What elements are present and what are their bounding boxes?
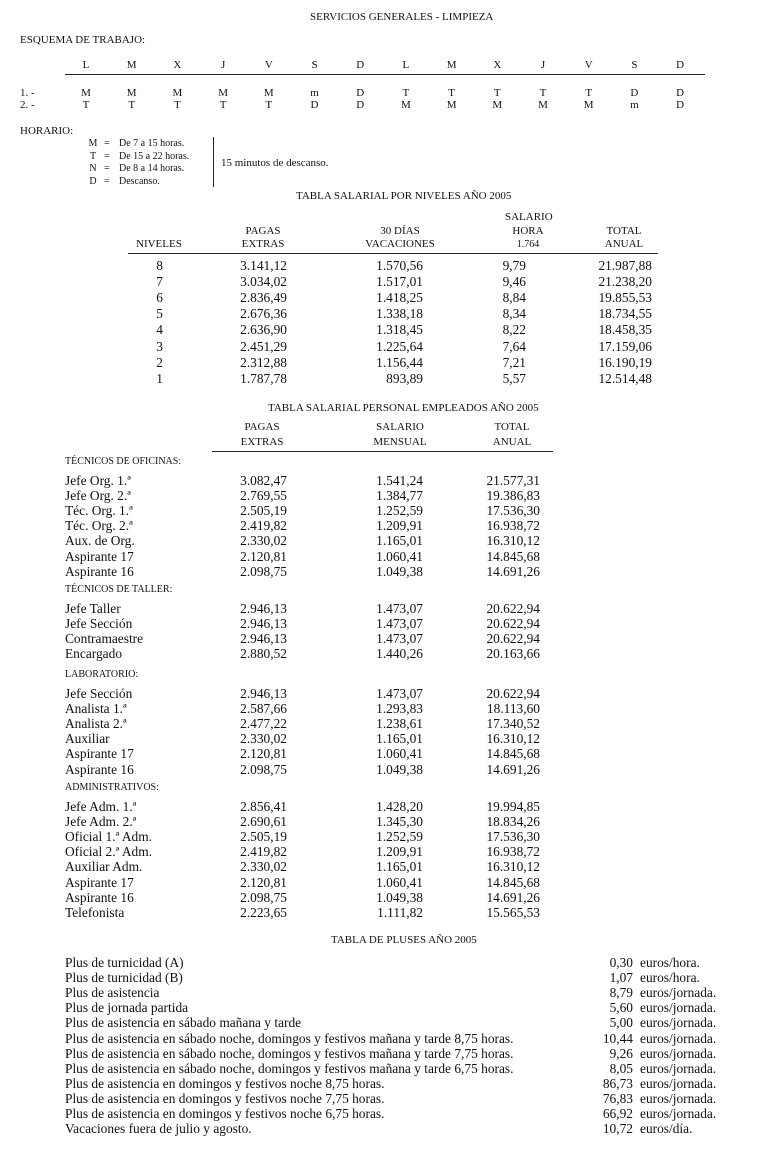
header-30-dias: 30 DÍAS — [380, 225, 420, 237]
personal-header-salario: SALARIO — [376, 421, 424, 433]
niveles-cell: 9,79 — [502, 258, 526, 273]
personal-cell: 2.880,52 — [240, 646, 287, 662]
personal-cell: 1.060,41 — [376, 746, 423, 762]
schema-cell: D — [310, 99, 319, 111]
personal-cell: 16.310,12 — [486, 533, 540, 549]
plus-unit: euros/hora. — [640, 955, 700, 970]
schema-day: J — [220, 59, 226, 71]
plus-value: 5,00 — [609, 1015, 633, 1031]
personal-row-label: Analista 1.ª — [65, 701, 127, 717]
horario-eq: = — [104, 150, 110, 162]
header-salario: SALARIO — [505, 211, 553, 223]
horario-eq: = — [104, 176, 110, 188]
personal-cell: 19.386,83 — [486, 488, 540, 504]
schema-cell: M — [492, 99, 503, 111]
personal-group-title: TÉCNICOS DE OFICINAS: — [65, 456, 182, 467]
personal-row-label: Jefe Adm. 2.ª — [65, 814, 137, 830]
document-title: SERVICIOS GENERALES - LIMPIEZA — [310, 11, 494, 23]
plus-label: Plus de jornada partida — [65, 1000, 189, 1016]
niveles-cell: 2.451,29 — [240, 338, 287, 354]
niveles-cell: 2.836,49 — [240, 290, 287, 306]
niveles-cell: 5 — [156, 306, 163, 322]
personal-cell: 14.845,68 — [486, 874, 540, 890]
personal-cell: 1.473,07 — [376, 601, 423, 616]
horario-code: N — [89, 163, 97, 175]
personal-cell: 1.293,83 — [376, 701, 423, 717]
horario-eq: = — [104, 163, 110, 175]
personal-cell: 2.769,55 — [240, 488, 287, 504]
plus-label: Plus de asistencia en sábado noche, domingos y festivos mañana y tarde 7,75 horas. — [65, 1045, 514, 1061]
personal-cell: 1.428,20 — [376, 799, 423, 814]
niveles-cell: 7,21 — [502, 354, 526, 370]
niveles-cell: 21.987,88 — [598, 258, 652, 273]
niveles-cell: 2.312,88 — [240, 354, 287, 370]
personal-cell: 1.060,41 — [376, 874, 423, 890]
personal-cell: 20.163,66 — [486, 646, 540, 662]
horario-note: 15 minutos de descanso. — [221, 157, 329, 169]
horario-code: M — [88, 138, 98, 149]
personal-cell: 16.310,12 — [486, 859, 540, 875]
niveles-cell: 1 — [156, 370, 163, 386]
schema-cell: T — [448, 87, 455, 99]
plus-unit: euros/jornada. — [640, 985, 717, 1001]
niveles-cell: 7,64 — [502, 338, 526, 354]
niveles-cell: 1.318,45 — [376, 322, 423, 338]
schema-day: D — [676, 59, 685, 71]
plus-label: Plus de asistencia en domingos y festivos noche 8,75 horas. — [65, 1075, 385, 1091]
personal-header-anual: ANUAL — [492, 436, 532, 448]
personal-cell: 14.691,26 — [486, 889, 540, 905]
schema-day: L — [402, 59, 410, 71]
personal-cell: 20.622,94 — [486, 686, 540, 701]
niveles-cell: 893,89 — [386, 370, 423, 386]
personal-cell: 1.473,07 — [376, 631, 423, 647]
plus-value: 1,07 — [609, 970, 633, 986]
plus-unit: euros/jornada. — [640, 1060, 717, 1076]
schema-cell: T — [585, 87, 593, 99]
personal-cell: 20.622,94 — [486, 601, 540, 616]
schema-day: X — [493, 59, 502, 71]
personal-cell: 2.505,19 — [240, 503, 287, 519]
schema-cell: M — [446, 99, 457, 111]
niveles-cell: 1.156,44 — [376, 354, 423, 370]
plus-unit: euros/jornada. — [640, 1000, 717, 1016]
schema-cell: D — [630, 87, 639, 99]
niveles-cell: 5,57 — [502, 370, 526, 386]
horario-text: De 15 a 22 horas. — [119, 150, 190, 162]
personal-cell: 20.622,94 — [486, 631, 540, 647]
personal-cell: 17.536,30 — [486, 829, 540, 845]
plus-unit: euros/jornada. — [640, 1090, 717, 1106]
personal-cell: 1.440,26 — [376, 646, 423, 662]
personal-header-total: TOTAL — [494, 421, 530, 433]
personal-cell: 1.165,01 — [376, 731, 423, 747]
personal-cell: 1.049,38 — [376, 761, 423, 777]
plus-label: Plus de asistencia en sábado mañana y tarde — [65, 1015, 302, 1031]
plus-label: Vacaciones fuera de julio y agosto. — [65, 1121, 252, 1137]
personal-cell: 14.691,26 — [486, 563, 540, 579]
niveles-rule — [128, 253, 658, 254]
personal-row-label: Oficial 2.ª Adm. — [65, 844, 152, 860]
schema-day: L — [82, 59, 90, 71]
personal-row-label: Jefe Org. 1.ª — [65, 473, 131, 488]
plus-value: 10,72 — [602, 1121, 633, 1137]
personal-cell: 14.845,68 — [486, 746, 540, 762]
niveles-cell: 21.238,20 — [598, 274, 652, 290]
personal-cell: 2.477,22 — [240, 716, 287, 732]
niveles-cell: 2.676,36 — [240, 306, 287, 322]
header-anual: ANUAL — [604, 238, 644, 250]
schema-row-label: 2. - — [20, 99, 35, 111]
personal-cell: 2.098,75 — [240, 761, 287, 777]
niveles-cell: 1.517,01 — [376, 274, 423, 290]
niveles-cell: 18.458,35 — [598, 322, 652, 338]
horario-text: De 7 a 15 horas. — [119, 138, 185, 149]
personal-cell: 18.113,60 — [486, 701, 540, 717]
header-hora: HORA — [512, 225, 544, 237]
personal-row-label: Aspirante 17 — [65, 874, 134, 890]
schema-cell: T — [128, 99, 136, 111]
schema-title: ESQUEMA DE TRABAJO: — [20, 34, 146, 46]
personal-cell: 14.845,68 — [486, 548, 540, 564]
personal-cell: 14.691,26 — [486, 761, 540, 777]
personal-cell: 2.330,02 — [240, 731, 287, 747]
personal-rule — [212, 451, 553, 452]
schema-day: J — [540, 59, 546, 71]
schema-cell: T — [402, 87, 410, 99]
personal-cell: 1.209,91 — [376, 844, 423, 860]
schema-cell: T — [174, 99, 181, 111]
personal-row-label: Jefe Taller — [65, 601, 121, 616]
header-total: TOTAL — [606, 225, 642, 237]
plus-value: 9,26 — [609, 1045, 633, 1061]
personal-cell: 1.165,01 — [376, 533, 423, 549]
schema-day: V — [584, 59, 593, 71]
schema-row-label: 1. - — [20, 87, 35, 99]
niveles-cell: 8 — [156, 258, 163, 273]
personal-row-label: Analista 2.ª — [65, 716, 127, 732]
personal-cell: 1.111,82 — [377, 904, 423, 920]
plus-label: Plus de turnicidad (A) — [65, 955, 184, 970]
personal-cell: 2.223,65 — [240, 904, 287, 920]
personal-cell: 1.060,41 — [376, 548, 423, 564]
schema-cell: D — [356, 99, 365, 111]
niveles-cell: 6 — [156, 290, 163, 306]
personal-cell: 2.330,02 — [240, 533, 287, 549]
personal-row-label: Aspirante 17 — [65, 746, 134, 762]
personal-cell: 1.541,24 — [376, 473, 423, 488]
personal-row-label: Téc. Org. 1.ª — [65, 503, 133, 519]
schema-day: X — [173, 59, 182, 71]
niveles-cell: 16.190,19 — [598, 354, 652, 370]
pluses-title: TABLA DE PLUSES AÑO 2005 — [331, 934, 477, 946]
header-niveles: NIVELES — [136, 238, 182, 250]
schema-rule — [65, 74, 705, 75]
schema-cell: D — [356, 87, 365, 99]
plus-unit: euros/jornada. — [640, 1015, 717, 1031]
personal-cell: 2.505,19 — [240, 829, 287, 845]
personal-cell: 1.252,59 — [376, 503, 423, 519]
plus-unit: euros/jornada. — [640, 1075, 717, 1091]
personal-row-label: Aspirante 17 — [65, 548, 134, 564]
personal-header-pagas: PAGAS — [244, 421, 280, 433]
schema-cell: D — [676, 99, 685, 111]
personal-row-label: Aux. de Org. — [65, 533, 135, 549]
horario-code: T — [89, 150, 97, 162]
personal-cell: 2.587,66 — [240, 701, 287, 717]
personal-cell: 19.994,85 — [486, 799, 540, 814]
niveles-cell: 18.734,55 — [598, 306, 652, 322]
schema-cell: T — [539, 87, 547, 99]
plus-label: Plus de asistencia en domingos y festivos noche 6,75 horas. — [65, 1106, 385, 1121]
personal-row-label: Encargado — [65, 646, 123, 662]
niveles-cell: 1.787,78 — [240, 370, 287, 386]
header-vacaciones: VACACIONES — [365, 238, 435, 250]
personal-cell: 16.938,72 — [486, 844, 540, 860]
schema-cell: M — [172, 87, 183, 99]
niveles-cell: 19.855,53 — [598, 290, 652, 306]
schema-cell: D — [676, 87, 685, 99]
personal-row-label: Téc. Org. 2.ª — [65, 518, 133, 534]
personal-cell: 17.340,52 — [486, 716, 540, 732]
schema-cell: M — [218, 87, 228, 99]
personal-cell: 1.384,77 — [376, 488, 423, 504]
horario-text: Descanso. — [119, 176, 160, 188]
personal-cell: 16.938,72 — [486, 518, 540, 534]
niveles-cell: 3.141,12 — [240, 258, 287, 273]
personal-cell: 1.473,07 — [376, 616, 423, 632]
schema-day: M — [446, 59, 457, 71]
personal-cell: 2.946,13 — [240, 631, 287, 647]
schema-cell: T — [82, 99, 90, 111]
personal-cell: 2.419,82 — [240, 844, 287, 860]
personal-cell: 2.330,02 — [240, 859, 287, 875]
personal-row-label: Aspirante 16 — [65, 563, 134, 579]
personal-cell: 1.209,91 — [376, 518, 423, 534]
plus-label: Plus de turnicidad (B) — [65, 970, 183, 986]
personal-row-label: Jefe Sección — [65, 686, 133, 701]
schema-cell: M — [263, 87, 274, 99]
personal-cell: 2.946,13 — [240, 601, 287, 616]
personal-cell: 2.946,13 — [240, 616, 287, 632]
schema-cell: M — [583, 99, 594, 111]
niveles-cell: 17.159,06 — [598, 338, 652, 354]
personal-row-label: Aspirante 16 — [65, 889, 134, 905]
plus-unit: euros/jornada. — [640, 1045, 717, 1061]
niveles-cell: 12.514,48 — [598, 370, 652, 386]
horario-title: HORARIO: — [20, 125, 74, 137]
personal-cell: 2.946,13 — [240, 686, 287, 701]
schema-day: S — [631, 59, 638, 71]
plus-value: 5,60 — [609, 1000, 633, 1016]
schema-day: S — [311, 59, 318, 71]
plus-label: Plus de asistencia en sábado noche, domingos y festivos mañana y tarde 8,75 horas. — [65, 1030, 514, 1046]
schema-cell: M — [401, 99, 411, 111]
personal-cell: 2.098,75 — [240, 889, 287, 905]
plus-value: 8,79 — [609, 985, 633, 1001]
personal-row-label: Aspirante 16 — [65, 761, 134, 777]
personal-row-label: Oficial 1.ª Adm. — [65, 829, 152, 845]
niveles-cell: 1.570,56 — [376, 258, 423, 273]
niveles-cell: 2.636,90 — [240, 322, 287, 338]
personal-row-label: Auxiliar — [65, 731, 110, 747]
personal-cell: 16.310,12 — [486, 731, 540, 747]
horario-divider — [213, 137, 214, 187]
personal-cell: 15.565,53 — [486, 904, 540, 920]
niveles-cell: 8,34 — [502, 306, 526, 322]
plus-unit: euros/hora. — [640, 970, 700, 986]
plus-label: Plus de asistencia en sábado noche, domingos y festivos mañana y tarde 6,75 horas. — [65, 1060, 514, 1076]
niveles-cell: 8,84 — [502, 290, 526, 306]
plus-value: 10,44 — [602, 1030, 633, 1046]
personal-title: TABLA SALARIAL PERSONAL EMPLEADOS AÑO 2005 — [268, 402, 539, 414]
schema-day: V — [264, 59, 273, 71]
personal-row-label: Contramaestre — [65, 631, 144, 647]
personal-row-label: Jefe Sección — [65, 616, 133, 632]
plus-value: 0,30 — [609, 955, 633, 970]
niveles-title: TABLA SALARIAL POR NIVELES AÑO 2005 — [296, 190, 512, 202]
personal-cell: 1.252,59 — [376, 829, 423, 845]
personal-cell: 1.049,38 — [376, 563, 423, 579]
schema-cell: T — [265, 99, 273, 111]
plus-label: Plus de asistencia en domingos y festivos noche 7,75 horas. — [65, 1090, 385, 1106]
niveles-cell: 3 — [156, 338, 163, 354]
plus-value: 66,92 — [602, 1106, 633, 1121]
niveles-cell: 1.225,64 — [376, 338, 423, 354]
header-1764: 1.764 — [516, 239, 540, 250]
personal-group-title: ADMINISTRATIVOS: — [65, 782, 159, 793]
personal-cell: 20.622,94 — [486, 616, 540, 632]
personal-cell: 2.120,81 — [240, 548, 287, 564]
schema-cell: m — [310, 87, 319, 99]
niveles-cell: 1.418,25 — [376, 290, 423, 306]
horario-text: De 8 a 14 horas. — [119, 163, 185, 175]
niveles-cell: 4 — [156, 322, 163, 338]
niveles-cell: 3.034,02 — [240, 274, 287, 290]
personal-group-title: TÉCNICOS DE TALLER: — [65, 584, 173, 595]
personal-cell: 2.856,41 — [240, 799, 287, 814]
plus-value: 86,73 — [602, 1075, 633, 1091]
personal-row-label: Telefonista — [65, 904, 125, 920]
header-pagas: PAGAS — [245, 225, 281, 237]
personal-cell: 2.098,75 — [240, 563, 287, 579]
personal-group-title: LABORATORIO: — [65, 669, 139, 680]
plus-unit: euros/jornada. — [640, 1106, 717, 1121]
personal-cell: 2.690,61 — [240, 814, 287, 830]
personal-cell: 17.536,30 — [486, 503, 540, 519]
personal-cell: 1.049,38 — [376, 889, 423, 905]
niveles-cell: 1.338,18 — [376, 306, 423, 322]
personal-header-mensual: MENSUAL — [373, 436, 427, 448]
personal-cell: 1.238,61 — [376, 716, 423, 732]
personal-cell: 2.120,81 — [240, 874, 287, 890]
schema-cell: m — [630, 99, 639, 111]
personal-cell: 3.082,47 — [240, 473, 287, 488]
schema-cell: M — [538, 99, 548, 111]
personal-header-extras: EXTRAS — [240, 436, 284, 448]
personal-cell: 2.419,82 — [240, 518, 287, 534]
schema-cell: T — [219, 99, 227, 111]
plus-label: Plus de asistencia — [65, 985, 160, 1001]
personal-cell: 18.834,26 — [486, 814, 540, 830]
personal-cell: 1.473,07 — [376, 686, 423, 701]
schema-day: D — [356, 59, 365, 71]
schema-cell: M — [126, 87, 137, 99]
plus-value: 76,83 — [602, 1090, 633, 1106]
personal-cell: 21.577,31 — [486, 473, 540, 488]
schema-day: M — [126, 59, 137, 71]
personal-cell: 1.345,30 — [376, 814, 423, 830]
header-extras: EXTRAS — [241, 238, 285, 250]
niveles-cell: 9,46 — [502, 274, 526, 290]
personal-row-label: Auxiliar Adm. — [65, 859, 143, 875]
plus-value: 8,05 — [609, 1060, 633, 1076]
schema-cell: T — [493, 87, 501, 99]
personal-row-label: Jefe Org. 2.ª — [65, 488, 131, 504]
plus-unit: euros/jornada. — [640, 1030, 717, 1046]
niveles-cell: 2 — [156, 354, 163, 370]
schema-cell: M — [81, 87, 91, 99]
personal-cell: 2.120,81 — [240, 746, 287, 762]
niveles-cell: 7 — [156, 274, 163, 290]
personal-row-label: Jefe Adm. 1.ª — [65, 799, 137, 814]
horario-code: D — [89, 176, 97, 188]
niveles-cell: 8,22 — [502, 322, 526, 338]
plus-unit: euros/día. — [640, 1121, 693, 1137]
horario-eq: = — [104, 138, 110, 149]
personal-cell: 1.165,01 — [376, 859, 423, 875]
